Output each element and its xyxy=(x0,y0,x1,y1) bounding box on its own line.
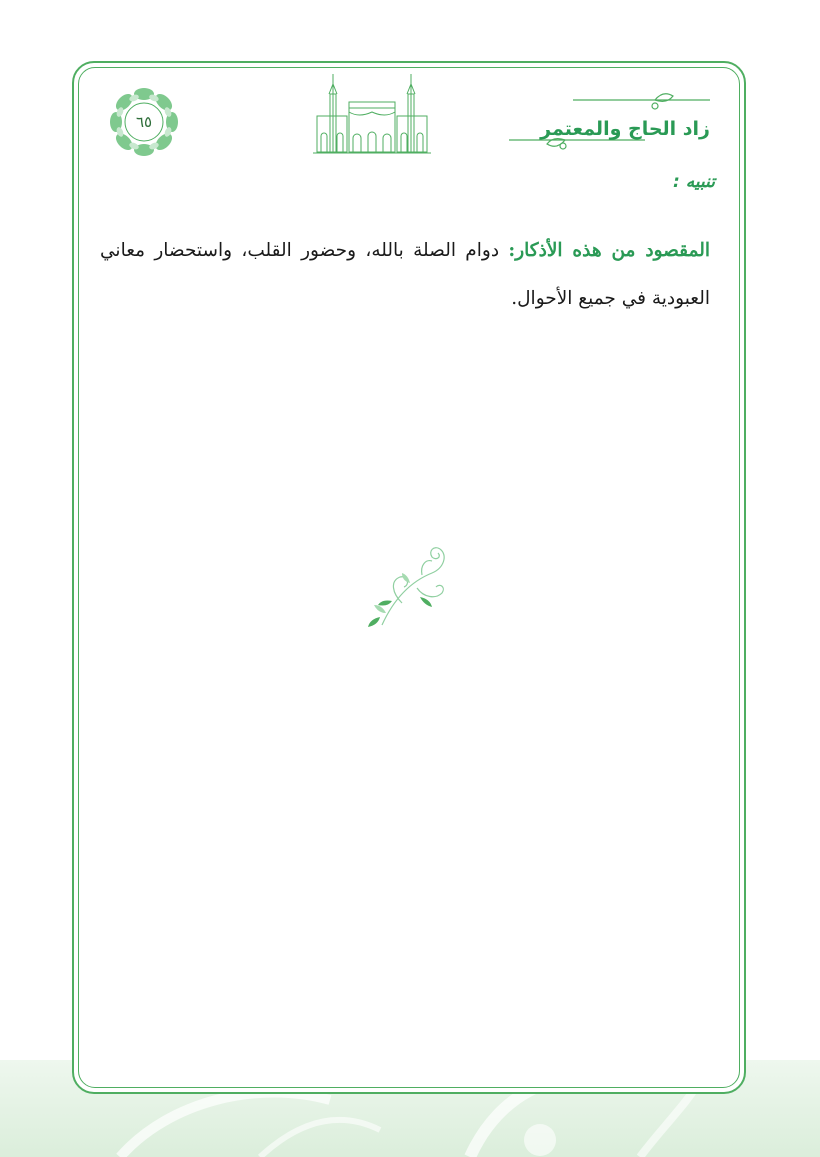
floral-ornament-icon xyxy=(362,543,458,633)
kaaba-minarets-icon xyxy=(313,72,431,156)
page-number: ٦٥ xyxy=(135,113,153,131)
book-title: زاد الحاج والمعتمر xyxy=(540,118,710,140)
body-label: المقصود من هذه الأذكار: xyxy=(508,239,710,261)
body-text: دوام الصلة بالله، وحضور القلب، واستحضار معاني العبودية في جميع الأحوال. xyxy=(100,239,710,309)
note-heading: تنبيه : xyxy=(673,172,715,192)
body-paragraph xyxy=(100,227,710,323)
